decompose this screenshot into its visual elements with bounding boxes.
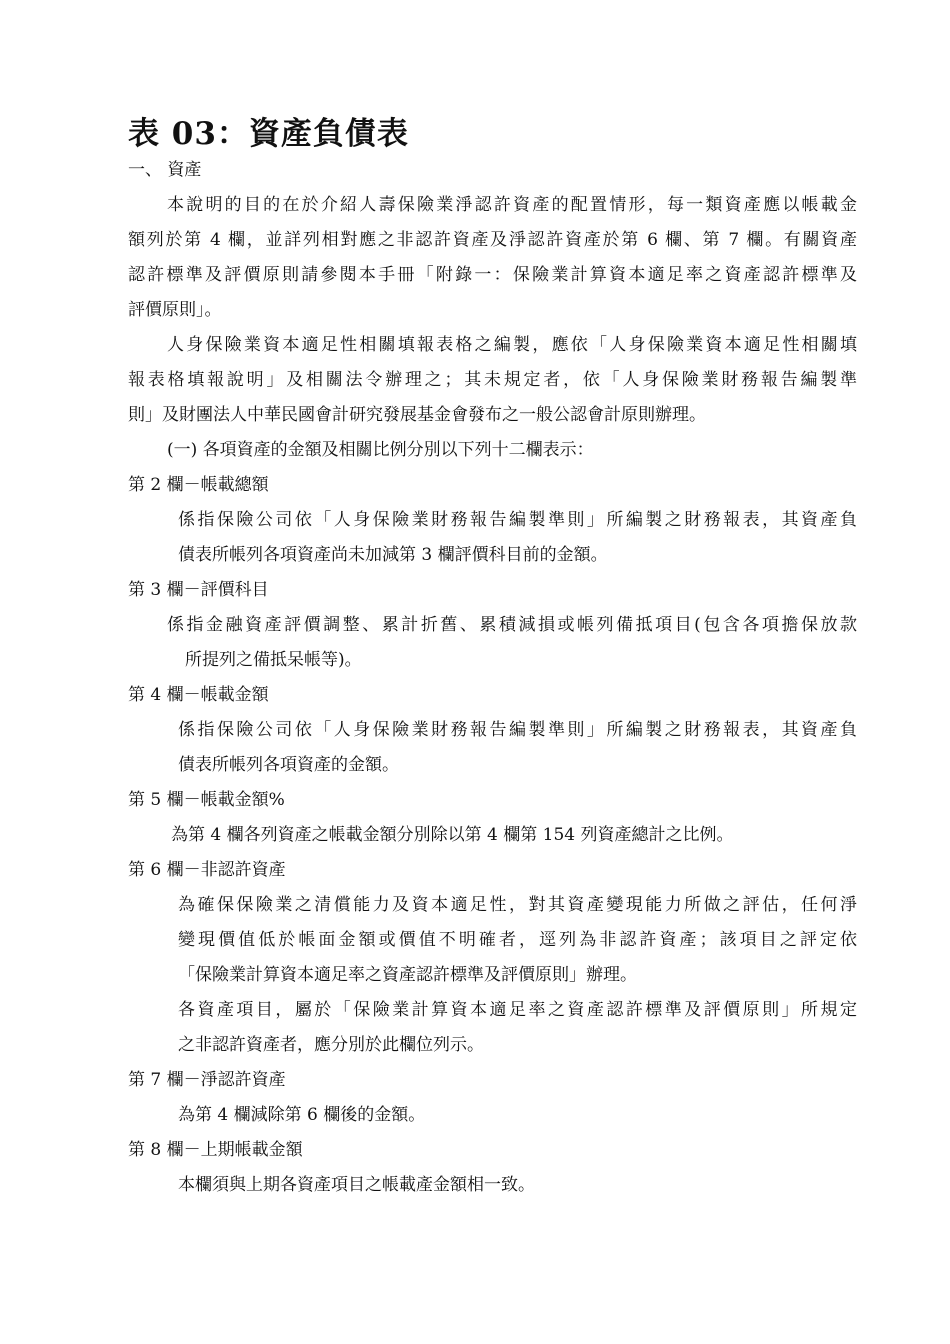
column-description-line: 所提列之備抵呆帳等)。 <box>185 650 362 670</box>
column-heading: 第 6 欄－非認許資產 <box>128 860 286 880</box>
column-heading: 第 8 欄－上期帳載金額 <box>128 1140 303 1160</box>
column-description-line: 各資產項目，屬於「保險業計算資本適足率之資產認許標準及評價原則」所規定 <box>178 1000 857 1020</box>
column-description-line: 為第 4 欄減除第 6 欄後的金額。 <box>178 1105 426 1125</box>
column-description-line: 債表所帳列各項資產尚未加減第 3 欄評價科目前的金額。 <box>178 545 608 565</box>
intro-p2-line-2: 報表格填報說明」及相關法令辦理之；其未規定者，依「人身保險業財務報告編製準 <box>128 370 857 390</box>
column-description-line: 係指保險公司依「人身保險業財務報告編製準則」所編製之財務報表，其資產負 <box>178 510 857 530</box>
page-title: 表 03：資產負債表 <box>128 116 409 152</box>
column-heading: 第 4 欄－帳載金額 <box>128 685 269 705</box>
intro-p2-line-1: 人身保險業資本適足性相關填報表格之編製，應依「人身保險業資本適足性相關填 <box>167 335 857 355</box>
subsection-heading: (一) 各項資產的金額及相關比例分別以下列十二欄表示： <box>167 440 594 460</box>
column-description-line: 變現價值低於帳面金額或價值不明確者，逕列為非認許資產；該項目之評定依 <box>178 930 857 950</box>
column-description-line: 為確保保險業之清償能力及資本適足性，對其資產變現能力所做之評估，任何淨 <box>178 895 857 915</box>
column-heading: 第 5 欄－帳載金額% <box>128 790 285 810</box>
intro-p2-line-3: 則」及財團法人中華民國會計研究發展基金會發布之一般公認會計原則辦理。 <box>128 405 706 425</box>
intro-p1-line-1: 本說明的目的在於介紹人壽保險業淨認許資產的配置情形，每一類資產應以帳載金 <box>167 195 857 215</box>
column-description-line: 債表所帳列各項資產的金額。 <box>178 755 399 775</box>
column-heading: 第 7 欄－淨認許資產 <box>128 1070 286 1090</box>
column-description-line: 本欄須與上期各資產項目之帳載產金額相一致。 <box>178 1175 535 1195</box>
intro-p1-line-3: 認許標準及評價原則請參閱本手冊「附錄一：保險業計算資本適足率之資產認許標準及 <box>128 265 857 285</box>
column-description-line: 係指金融資產評價調整、累計折舊、累積減損或帳列備抵項目(包含各項擔保放款 <box>167 615 857 635</box>
column-heading: 第 2 欄－帳載總額 <box>128 475 269 495</box>
section-heading: 一、 資產 <box>128 160 202 180</box>
intro-p1-line-4: 評價原則」。 <box>128 300 222 320</box>
column-description-line: 「保險業計算資本適足率之資產認許標準及評價原則」辦理。 <box>178 965 637 985</box>
column-description-line: 之非認許資產者，應分別於此欄位列示。 <box>178 1035 484 1055</box>
intro-p1-line-2: 額列於第 4 欄，並詳列相對應之非認許資產及淨認許資產於第 6 欄、第 7 欄。有關資產 <box>128 230 857 250</box>
column-description-line: 係指保險公司依「人身保險業財務報告編製準則」所編製之財務報表，其資產負 <box>178 720 857 740</box>
column-description-line: 為第 4 欄各列資產之帳載金額分別除以第 4 欄第 154 列資產總計之比例。 <box>171 825 734 845</box>
column-heading: 第 3 欄－評價科目 <box>128 580 269 600</box>
